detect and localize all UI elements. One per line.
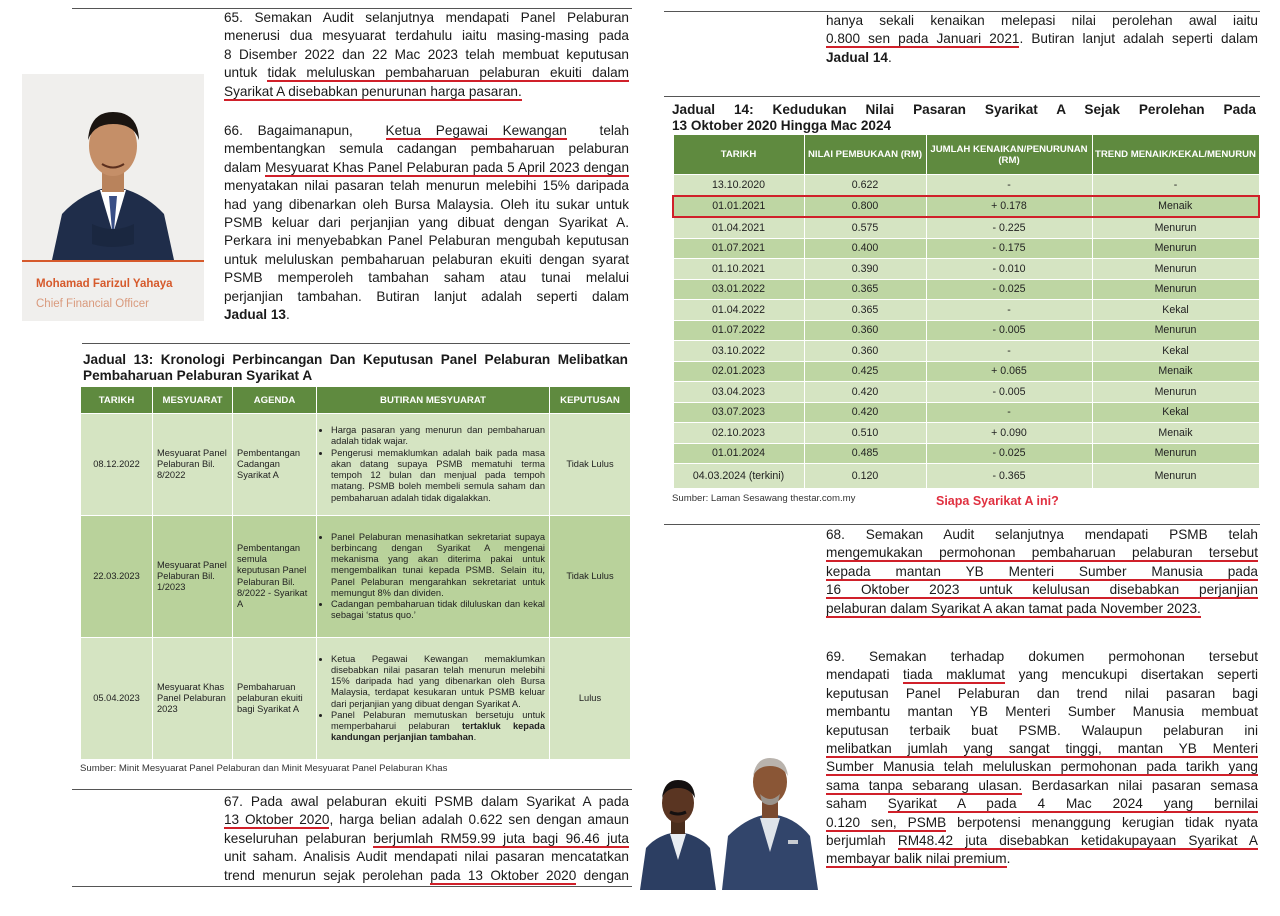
rule-above-paragraph-67: [72, 789, 632, 790]
highlight-underline: 0.800 sen pada Januari 2021: [826, 31, 1020, 47]
rule-above-paragraph-68: [664, 524, 1260, 525]
table-cell: - 0.005: [926, 382, 1092, 403]
table14: [672, 134, 1260, 489]
table-cell: + 0.178: [926, 196, 1092, 218]
highlight-underline: 13 Oktober 2020: [224, 812, 330, 828]
table-cell: 0.425: [804, 361, 926, 382]
table-cell: - 0.025: [926, 443, 1092, 464]
ministers-photo: [638, 748, 820, 890]
table-cell: 0.485: [804, 443, 926, 464]
table-row: [673, 361, 1259, 382]
table13: [80, 386, 631, 760]
table-cell: 03.10.2022: [673, 341, 804, 362]
table-cell: -: [926, 402, 1092, 423]
table-row: [673, 341, 1259, 362]
table-cell: 0.390: [804, 259, 926, 280]
table-cell: - 0.005: [926, 320, 1092, 341]
table-cell: 0.365: [804, 279, 926, 300]
table-cell: Menurun: [1092, 217, 1259, 238]
table-cell: + 0.090: [926, 423, 1092, 444]
table-row: [673, 217, 1259, 238]
table14-header: TREND MENAIK/KEKAL/MENURUN: [1092, 135, 1259, 175]
table-cell: - 0.025: [926, 279, 1092, 300]
table-row: [673, 464, 1259, 489]
table-row: 22.03.2023 Mesyuarat Panel Pelaburan Bil. 1/2023 Pembentangan semula keputusan Panel Pelaburan Bil. 8/2022 - Syarikat A • Panel Pelaburan menasihatkan sekretariat supaya berbincang dengan Syarikat A mengenai mekanisma yang akan diterima pakai untuk mengembalikan tunai kepada PSMB. Selain itu, Panel Pelaburan mengarahkan sekretariat untuk memungut 8% dan dividen. • Cadangan pembaharuan tidak diluluskan dan kekal sebagai ‘status quo.’ Tidak Lulus: [81, 516, 631, 638]
table13-header: MESYUARAT: [153, 387, 233, 414]
table-row: [673, 423, 1259, 444]
table-row: 05.04.2023 Mesyuarat Khas Panel Pelaburan 2023 Pembaharuan pelaburan ekuiti bagi Syarikat A • Ketua Pegawai Kewangan memaklumkan disebabkan nilai pasaran telah menurun melebihi 15% daripada had yang dibenarkan oleh Bursa Malaysia, terdapat kesukaran untuk PSMB keluar dari perjanjian yang dibuat dengan Syarikat A. • Panel Pelaburan memutuskan bersetuju untuk memperbaharui pelaburan tertakluk kepada kandungan perjanjian tambahan. Lulus: [81, 638, 631, 760]
table-cell: 03.04.2023: [673, 382, 804, 403]
table-cell: - 0.365: [926, 464, 1092, 489]
table-cell: Menurun: [1092, 238, 1259, 259]
rule-above-table14: [664, 96, 1260, 97]
highlight-underline: Syarikat A disebabkan penurunan harga pasaran.: [224, 83, 522, 99]
table-cell: 01.01.2024: [673, 443, 804, 464]
table-cell: Menurun: [1092, 279, 1259, 300]
table-cell: -: [926, 300, 1092, 321]
table-row: [673, 300, 1259, 321]
table14-header: NILAI PEMBUKAAN (RM): [804, 135, 926, 175]
table-cell: Menurun: [1092, 259, 1259, 280]
highlight-underline: berjumlah RM59.99 juta bagi 96.46 juta: [373, 830, 629, 846]
table-cell: 02.10.2023: [673, 423, 804, 444]
annotation-question: Siapa Syarikat A ini?: [936, 494, 1059, 508]
table-row: [673, 196, 1259, 218]
table-cell: 0.120: [804, 464, 926, 489]
table-cell: 01.01.2021: [673, 196, 804, 218]
table-cell: 0.365: [804, 300, 926, 321]
table-row: [673, 238, 1259, 259]
table-row: [673, 443, 1259, 464]
table-cell: 0.360: [804, 320, 926, 341]
table14-header-row: [673, 135, 1259, 175]
table-cell: Menaik: [1092, 423, 1259, 444]
table-cell: Menaik: [1092, 196, 1259, 218]
table-cell: 01.04.2021: [673, 217, 804, 238]
table-row: [673, 320, 1259, 341]
table-cell: Menurun: [1092, 320, 1259, 341]
table-cell: 01.07.2021: [673, 238, 804, 259]
table14-header: JUMLAH KENAIKAN/PENURUNAN (RM): [926, 135, 1092, 175]
table-cell: + 0.065: [926, 361, 1092, 382]
paragraph-69: 69. Semakan terhadap dokumen permohonan tersebut mendapati tiada maklumat yang mencukupi disertakan seperti keputusan Panel Pelaburan dan trend nilai pasaran bagi membantu mantan YB Menteri Sumber Manusia membuat keputusan terbaik buat PSMB. Walaupun pelaburan ini melibatkan jumlah yang sangat tinggi, mantan YB Menteri Sumber Manusia telah meluluskan permohonan pada tarikh yang sama tanpa sebarang ulasan. Berdasarkan nilai pasaran semasa saham Syarikat A pada 4 Mac 2024 yang bernilai 0.120 sen, PSMB berpotensi menanggung kerugian tidak nyata berjumlah RM48.42 juta disebabkan ketidakupayaan Syarikat A membayar balik nilai premium.: [826, 649, 1259, 867]
table13-source: Sumber: Minit Mesyuarat Panel Pelaburan dan Minit Mesyuarat Panel Pelaburan Khas: [80, 763, 448, 774]
table-cell: 0.622: [804, 175, 926, 196]
table-cell: Kekal: [1092, 341, 1259, 362]
table-cell: - 0.010: [926, 259, 1092, 280]
table-cell: 02.01.2023: [673, 361, 804, 382]
table-cell: -: [1092, 175, 1259, 196]
paragraph-66: 66. Bagaimanapun, Ketua Pegawai Kewangan telah membentangkan semula cadangan pembaharuan pelaburan dalam Mesyuarat Khas Panel Pelaburan pada 5 April 2023 dengan menyatakan nilai pasaran telah menurun melebihi 15% daripada had yang dibenarkan oleh Bursa Malaysia. Oleh itu sukar untuk PSMB keluar dari perjanjian yang dibuat dengan Syarikat A. Perkara ini menyebabkan Panel Pelaburan mengubah keputusan untuk meluluskan pembaharuan pelaburan ekuiti dengan syarat PSMB memperoleh tambahan saham atau tunai melalui perjanjian tambahan. Butiran lanjut adalah seperti dalam Jadual 13.: [224, 123, 630, 323]
table13-header: TARIKH: [81, 387, 153, 414]
table-cell: Kekal: [1092, 300, 1259, 321]
highlight-underline: Ketua Pegawai Kewangan: [385, 123, 567, 138]
highlight-underline: kepada mantan YB Menteri Sumber Manusia pada: [826, 563, 1258, 579]
table-cell: 0.420: [804, 382, 926, 403]
table-cell: 04.03.2024 (terkini): [673, 464, 804, 489]
table-cell: Kekal: [1092, 402, 1259, 423]
table13-header-row: [81, 387, 631, 414]
table-row: [673, 382, 1259, 403]
table-cell: 03.07.2023: [673, 402, 804, 423]
person-portrait: [22, 74, 204, 260]
highlight-underline: Syarikat A pada 4 Mac 2024 yang bernilai: [887, 796, 1259, 812]
paragraph-67: 67. Pada awal pelaburan ekuiti PSMB dalam Syarikat A pada 13 Oktober 2020, harga belian adalah 0.622 sen dengan amaun keseluruhan pelaburan berjumlah RM59.99 juta bagi 96.46 juta unit saham. Analisis Audit mendapati nilai pasaran mencatatkan trend menurun sejak perolehan pada 13 Oktober 2020 dengan: [224, 794, 629, 883]
table-cell: 0.510: [804, 423, 926, 444]
table13-header: KEPUTUSAN: [550, 387, 631, 414]
highlight-underline: melibatkan jumlah yang sangat tinggi, mantan YB Menteri: [826, 741, 1258, 757]
table-cell: -: [926, 341, 1092, 362]
table-cell: Menurun: [1092, 382, 1259, 403]
table14-header: TARIKH: [673, 135, 804, 175]
table13-caption: Jadual 13: Kronologi Perbincangan Dan Keputusan Panel Pelaburan Melibatkan Pembaharuan Pelaburan Syarikat A: [83, 352, 628, 383]
paragraph-67-continued: hanya sekali kenaikan melepasi nilai perolehan awal iaitu 0.800 sen pada Januari 2021. Butiran lanjut adalah seperti dalam Jadual 14.: [826, 13, 1258, 65]
bottom-rule-left: [72, 886, 632, 887]
table-cell: 0.575: [804, 217, 926, 238]
table-cell: - 0.225: [926, 217, 1092, 238]
table-cell: 0.800: [804, 196, 926, 218]
profile-title: Chief Financial Officer: [36, 298, 149, 310]
profile-card: [22, 74, 204, 321]
highlight-underline: 0.120 sen, PSMB: [826, 814, 947, 830]
table-row: [673, 279, 1259, 300]
highlight-underline: RM48.42 juta disebabkan ketidakupayaan Syarikat A: [897, 833, 1258, 849]
highlight-underline: mengemukakan permohonan pembaharuan pelaburan tersebut: [826, 545, 1258, 561]
rule-above-table13: [82, 343, 630, 344]
table-cell: 13.10.2020: [673, 175, 804, 196]
card-divider: [22, 260, 204, 262]
paragraph-65: 65. Semakan Audit selanjutnya mendapati Panel Pelaburan menerusi dua mesyuarat terdahulu iaitu masing-masing pada 8 Disember 2022 dan 22 Mac 2023 telah membuat keputusan untuk tidak meluluskan pembaharuan pelaburan ekuiti dalam Syarikat A disebabkan penurunan harga pasaran.: [224, 10, 629, 99]
table-cell: 0.360: [804, 341, 926, 362]
table-cell: 01.10.2021: [673, 259, 804, 280]
table13-header: AGENDA: [233, 387, 317, 414]
table14-source: Sumber: Laman Sesawang thestar.com.my: [672, 493, 856, 504]
highlight-underline: 16 Oktober 2023 untuk kelulusan disebabkan perjanjian: [826, 582, 1258, 598]
table-cell: 01.04.2022: [673, 300, 804, 321]
table-cell: Menurun: [1092, 443, 1259, 464]
table-cell: Menurun: [1092, 464, 1259, 489]
table-row: 08.12.2022 Mesyuarat Panel Pelaburan Bil. 8/2022 Pembentangan Cadangan Syarikat A • Harga pasaran yang menurun dan pembaharuan adalah tidak wajar. • Pengerusi memaklumkan adalah baik pada masa akan datang supaya PSMB mematuhi terma tempoh 12 bulan dan menjual pada tempoh matang. PSMB boleh membeli semula saham dan pembaharuan adalah tidak digalakkan. Tidak Lulus: [81, 414, 631, 516]
paragraph-68: 68. Semakan Audit selanjutnya mendapati PSMB telah mengemukakan permohonan pembaharuan pelaburan tersebut kepada mantan YB Menteri Sumber Manusia pada 16 Oktober 2023 untuk kelulusan disebabkan perjanjian pelaburan dalam Syarikat A akan tamat pada November 2023.: [826, 527, 1258, 616]
highlight-underline: Mesyuarat Khas Panel Pelaburan pada 5 April 2023 dengan: [265, 159, 630, 175]
highlight-underline: sama tanpa sebarang ulasan.: [826, 777, 1023, 793]
table-cell: -: [926, 175, 1092, 196]
table-cell: 0.400: [804, 238, 926, 259]
table-cell: 01.07.2022: [673, 320, 804, 341]
table-cell: 0.420: [804, 402, 926, 423]
highlight-underline: tidak meluluskan pembaharuan pelaburan ekuiti dalam: [267, 65, 629, 81]
table14-caption: Jadual 14: Kedudukan Nilai Pasaran Syarikat A Sejak Perolehan Pada 13 Oktober 2020 Hingga Mac 2024: [672, 102, 1256, 133]
table-row: [673, 402, 1259, 423]
table-row: [673, 259, 1259, 280]
highlight-underline: membayar balik nilai premium: [826, 851, 1007, 867]
profile-name: Mohamad Farizul Yahaya: [36, 278, 173, 290]
table-cell: 03.01.2022: [673, 279, 804, 300]
table13-header: BUTIRAN MESYUARAT: [317, 387, 550, 414]
highlight-underline: pada 13 Oktober 2020: [430, 867, 577, 883]
highlight-underline: Sumber Manusia telah meluluskan permohonan pada tarikh yang: [826, 759, 1258, 775]
highlight-underline: pelaburan dalam Syarikat A akan tamat pada November 2023.: [826, 600, 1201, 616]
table-cell: Menaik: [1092, 361, 1259, 382]
table-cell: - 0.175: [926, 238, 1092, 259]
highlight-underline: tiada maklumat: [903, 667, 1006, 683]
table-row: [673, 175, 1259, 196]
